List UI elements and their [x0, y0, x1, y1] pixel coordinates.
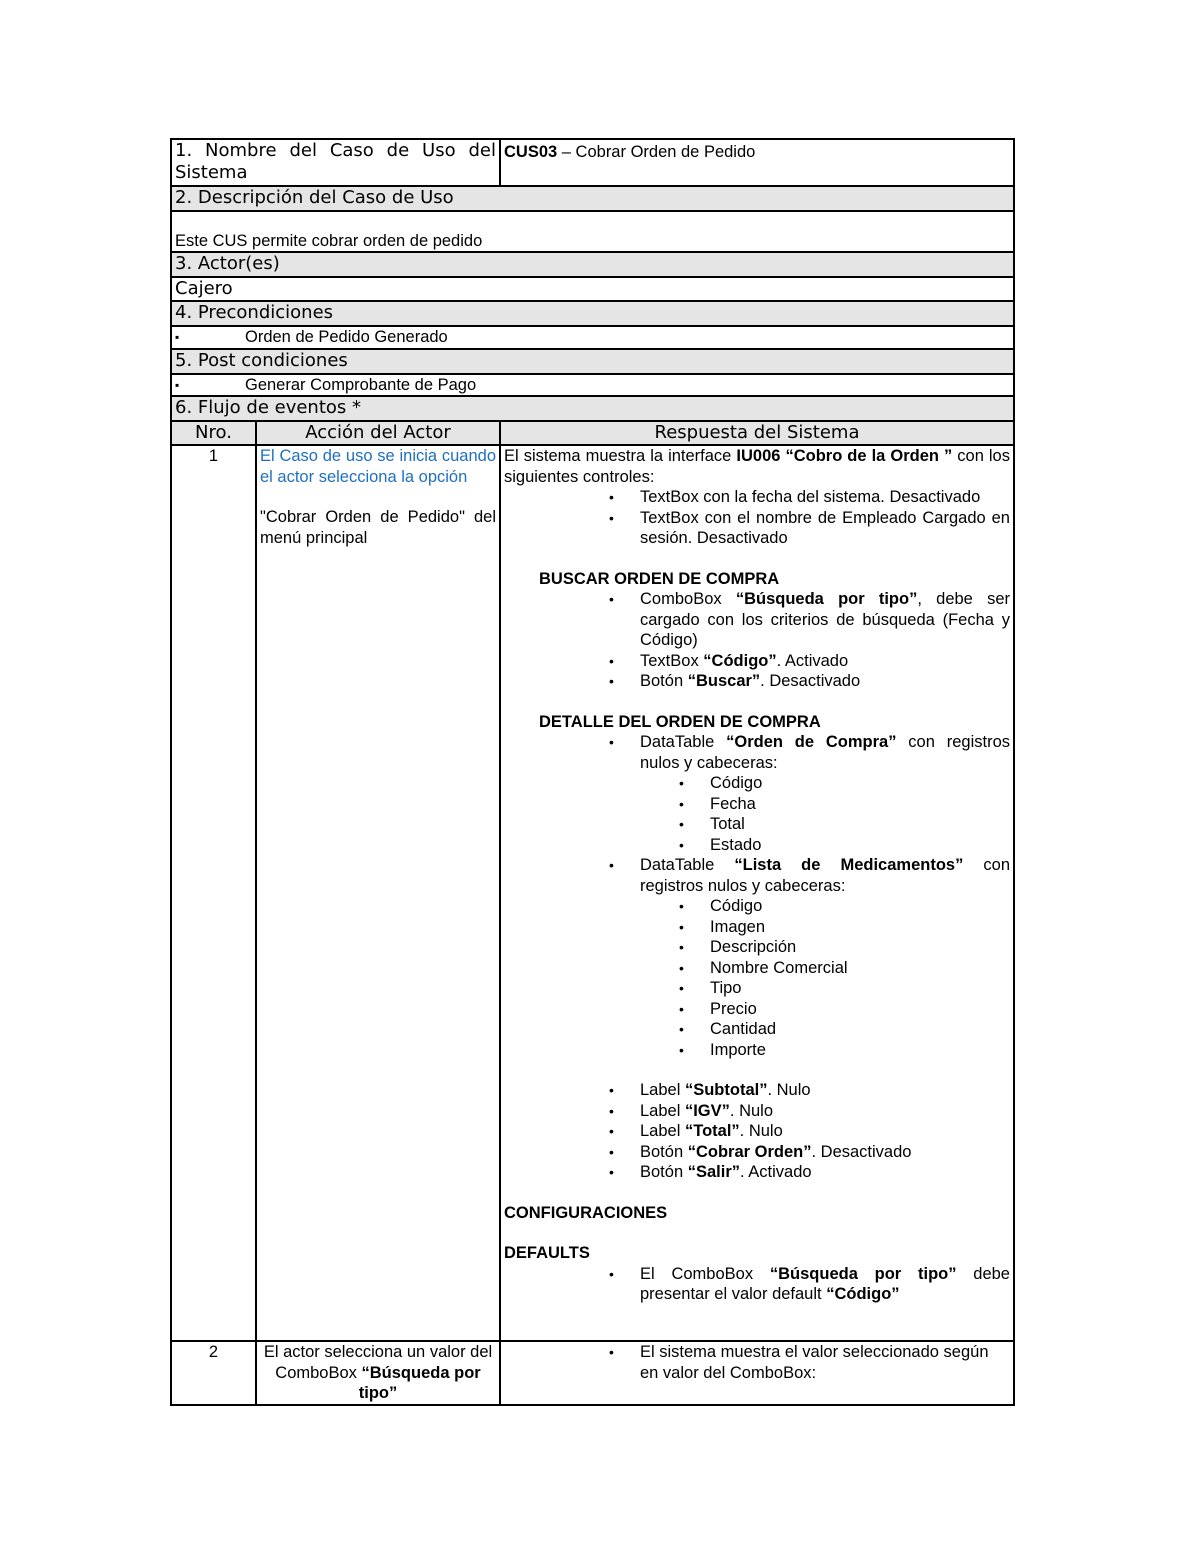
list-item: • Código: [679, 773, 1010, 794]
top-controls-list: [504, 487, 1010, 549]
list-item: • Label “IGV”. Nulo: [609, 1101, 1010, 1122]
column-header-actor: Acción del Actor: [256, 421, 500, 445]
actors-label: 3. Actor(es): [171, 252, 1014, 277]
system-response: [500, 1341, 1014, 1405]
postcondition-item: ▪ Generar Comprobante de Pago: [175, 375, 1010, 396]
description-text: Este CUS permite cobrar orden de pedido: [171, 211, 1014, 252]
cus-title: – Cobrar Orden de Pedido: [557, 143, 756, 161]
list-item: • Imagen: [679, 917, 1010, 938]
section-title-defaults: DEFAULTS: [504, 1244, 590, 1262]
list-item: • Cantidad: [679, 1019, 1010, 1040]
actor-action: El actor selecciona un valor del ComboBox “Búsqueda por tipo”: [256, 1341, 500, 1405]
use-case-table: [170, 138, 1015, 1406]
actor-action: [256, 445, 500, 1341]
flow-label: 6. Flujo de eventos *: [171, 396, 1014, 421]
postconditions-label: 5. Post condiciones: [171, 349, 1014, 374]
labels-list: [504, 1080, 1010, 1183]
preconditions-list: [171, 326, 1014, 349]
medicamentos-columns-list: [504, 896, 1010, 1060]
list-item: • Importe: [679, 1040, 1010, 1061]
preconditions-label: 4. Precondiciones: [171, 301, 1014, 326]
list-item: • Nombre Comercial: [679, 958, 1010, 979]
list-item: • Botón “Cobrar Orden”. Desactivado: [609, 1142, 1010, 1163]
actor-action-intro: El Caso de uso se inicia cuando el actor selecciona la opción: [260, 447, 496, 486]
list-item: • Estado: [679, 835, 1010, 856]
list-item: • DataTable “Orden de Compra” con registros nulos y cabeceras:: [609, 732, 1010, 773]
list-item: • El ComboBox “Búsqueda por tipo” debe presentar el valor default “Código”: [609, 1264, 1010, 1305]
list-item: • Precio: [679, 999, 1010, 1020]
detalle-list-2: [504, 855, 1010, 896]
step-number: 1: [171, 445, 256, 1341]
section-title-buscar: BUSCAR ORDEN DE COMPRA: [539, 569, 780, 588]
buscar-list: [504, 589, 1010, 692]
list-item: • Total: [679, 814, 1010, 835]
flow-row: [171, 1341, 1014, 1405]
use-case-name-label: 1. Nombre del Caso de Uso del Sistema: [171, 139, 500, 186]
orden-columns-list: [504, 773, 1010, 855]
step-number: 2: [171, 1341, 256, 1405]
list-item: • ComboBox “Búsqueda por tipo”, debe ser cargado con los criterios de búsqueda (Fecha y Código): [609, 589, 1010, 651]
list-item: • TextBox “Código”. Activado: [609, 651, 1010, 672]
section-title-config: CONFIGURACIONES: [504, 1203, 668, 1222]
list-item: • El sistema muestra el valor seleccionado según en valor del ComboBox:: [609, 1342, 1010, 1383]
list-item: • Código: [679, 896, 1010, 917]
list-item: • Botón “Salir”. Activado: [609, 1162, 1010, 1183]
list-item: • TextBox con la fecha del sistema. Desactivado: [609, 487, 1010, 508]
list-item: • Fecha: [679, 794, 1010, 815]
precondition-item: ▪ Orden de Pedido Generado: [175, 327, 1010, 348]
cus-code: CUS03: [504, 143, 558, 161]
use-case-document: [170, 138, 1013, 1406]
list-item: • Descripción: [679, 937, 1010, 958]
list-item: • Botón “Buscar”. Desactivado: [609, 671, 1010, 692]
list-item: • DataTable “Lista de Medicamentos” con registros nulos y cabeceras:: [609, 855, 1010, 896]
defaults-list: [504, 1264, 1010, 1305]
column-header-nro: Nro.: [171, 421, 256, 445]
section-title-detalle: DETALLE DEL ORDEN DE COMPRA: [539, 712, 821, 731]
use-case-name-value: [500, 139, 1014, 186]
response-intro: El sistema muestra la interface IU006 “Cobro de la Orden ” con los siguientes controles:: [504, 447, 1010, 486]
description-label: 2. Descripción del Caso de Uso: [171, 186, 1014, 211]
system-response: [500, 445, 1014, 1341]
postconditions-list: [171, 374, 1014, 397]
flow-row: [171, 445, 1014, 1341]
list-item: • Label “Total”. Nulo: [609, 1121, 1010, 1142]
list-item: • Tipo: [679, 978, 1010, 999]
actor-action-menu: "Cobrar Orden de Pedido" del menú principal: [260, 508, 496, 547]
detalle-list: [504, 732, 1010, 773]
column-header-system: Respuesta del Sistema: [500, 421, 1014, 445]
list-item: • TextBox con el nombre de Empleado Cargado en sesión. Desactivado: [609, 508, 1010, 549]
actors-text: Cajero: [171, 277, 1014, 301]
list-item: • Label “Subtotal”. Nulo: [609, 1080, 1010, 1101]
